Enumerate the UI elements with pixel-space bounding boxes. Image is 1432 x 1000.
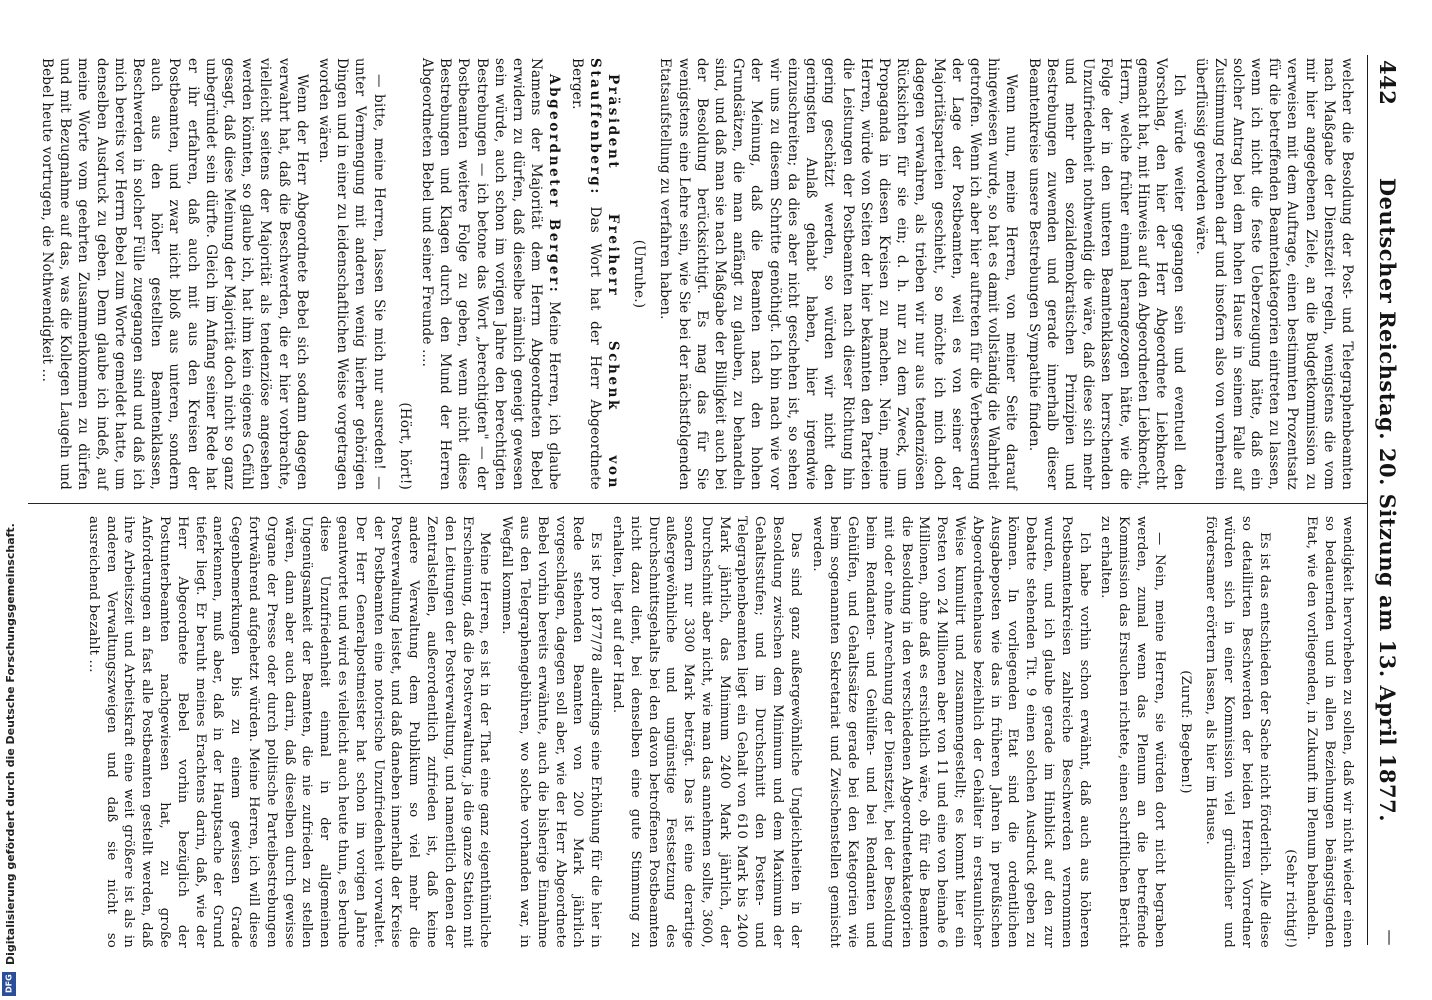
paragraph: Es ist pro 1877/78 allerdings eine Erhöhung für die hier in Rede stehenden Beamten von 200 Mark jährlich vorgeschlagen, dagegen soll aber, wie der Herr Abgeordnete Bebel vorhin bereits erwähnte, auch die bisherige Einnahme aus den Telegraphengebühren, wo solche vorhanden war, in Wegfall kommen.: [499, 516, 604, 948]
speech-text: Das Wort hat der Herr Abgeordnete Berger.: [568, 58, 603, 490]
paragraph: Es ist das entschieden der Sache nicht förderlich. Alle diese so detaillirten Beschwerden der beiden Herren Vorredner würden sich in einer Kommission viel gründlicher und fördersamer erörtern lassen, als hier im Hause.: [1203, 516, 1272, 948]
interjection: (Sehr richtig!): [1282, 849, 1298, 948]
speaker-paragraph: [418, 58, 564, 490]
paragraph: Ich würde weiter gegangen sein und eventuell den Vorschlag, den hier der Herr Abgeordnete Liebknecht gemacht hat, mit Hinweis auf den Abgeordneten Liebknecht, Herrn, welche früher einmal herangezogen hätte, wie die Folge der in den unteren Beamtenklassen herrschenden Unzufriedenheit nothwendig die wäre, daß diese sich mehr und mehr den sozialdemokratischen Prinzipien und Bestrebungen zuwenden und gerade innerhalb dieser Beamtenkreise unsere Bestrebungen Sympathie finden.: [1025, 58, 1188, 490]
paragraph: welcher die Besoldung der Post- und Telegraphenbeamten nach Maßgabe der Dienstzeit regeln, wenigstens die vom mir hier angegebenen Ziele, an die Budgetkommission zu verweisen mit dem Auftrage, einen bestimmten Prozentsatz für die betreffenden Beamtenkategorien eintreten zu lassen, wenn ich nicht die feste Ueberzeugung hätte, daß ein solcher Antrag bei dem hohen Hause in seinem Falle auf Zustimmung rechnen darf und insofern also von vornherein überflüssig geworden wäre.: [1193, 58, 1355, 490]
page-number: 442: [1375, 60, 1400, 106]
paragraph: Meine Herren, es ist in der That eine ganz eigenthümliche Erscheinung, daß die Postverwaltung, ja die ganze Station mit den Leitungen der Postverwaltung, und namentlich denen der Zentralstellen, außerordentlich zufrieden ist, daß keine andere Verwaltung dem Publikum so viel mehr die Postverwaltung leistet, und daß daneben innerhalb der Kreise der Postbeamten eine notorische Unzufriedenheit vorwaltet. Der Herr Generalpostmeister hat schon im vorigen Jahre geantwortet und wird es vielleicht auch heute thun, es beruhe diese Unzufriedenheit einmal in der allgemeinen Ungenügsamkeit der Beamten, die nie zufrieden zu stellen wären, dann aber auch darin, daß dieselben durch gewisse Organe der Presse oder durch politische Parteibestrebungen fortwährend aufgehetzt würden. Meine Herren, ich will diese Gegenbemerkungen bis zu einem gewissen Grade anerkennen, muß aber, daß in der Hauptsache der Grund tiefer liegt. Er beruht meines Erachtens darin, daß, wie der Herr Abgeordnete Bebel vorhin bezüglich der Postunterbeamten nachgewiesen hat, zu große Anforderungen an fast alle Postbeamten gestellt werden, daß ihre Arbeitszeit und Arbeitskraft eine weit größere ist als in anderen Verwaltungszweigen und daß sie nicht so ausreichend bezahlt ...: [85, 516, 493, 948]
corner-mark: —: [1381, 929, 1400, 946]
paragraph: Wenn der Herr Abgeordnete Bebel sich sodann dagegen verwahrt hat, daß die Beschwerden, die er hier vorbrachte, vielleicht seitens der Majorität als tendenziöse angesehen werden könnten, so glaube ich, hat ihm kein eigenes Gefühl gesagt, daß diese Meinung der Majorität doch nicht so ganz unbegründet sein dürfte. Gleich im Anfang seiner Rede hat er ihr erfahren, daß auch mit aus den Kreisen der Postbeamten, und zwar nicht bloß aus unteren, sondern auch aus den höher gestellten Beamtenklassen, Beschwerden in solcher Fülle zugegangen sind und daß ich mich bereits vor Herrn Bebel zum Worte gemeldet hatte, um denselben Ausdruck zu geben. Denn glaube ich indeß, auf meine Worte vom geehrten Zusammenkommen zu dürfen und mit Bezugnahme auf das, was die Kollegen Laugeln und Bebel heute vortrugen, die Nothwendigkeit ...: [38, 58, 310, 490]
paragraph: wendigkeit hervorheben zu sollen, daß wir nicht wieder einen so bedauernden und in allen Beziehungen beängstigenden Etat, wie den vorliegenden, in Zukunft im Plenum behandeln.: [1304, 516, 1355, 948]
interjection: (Unruhe.): [631, 239, 648, 309]
right-column: [80, 516, 1356, 948]
speaker-name: Präsident Freiherr Schenk von Stauffenberg:: [586, 58, 622, 490]
speech-text: Meine Herren, ich glaube Namens der Majorität dem Herrn Abgeordneten Bebel erwidern zu dürfen, daß dieselbe nämlich geneigt gewesen sein würde, auch schon im vorigen Jahre den berechtigten Bestrebungen — ich betone das Wort „berechtigten" — der Postbeamten weitere Folge zu geben, wenn nicht diese Bestrebungen und Klagen durch den Mund der Herren Abgeordneten Bebel und seiner Freunde ....: [419, 58, 563, 490]
paragraph: — bitte, meine Herren, lassen Sie mich nur ausreden! — unter Vermengung mit anderen wenig hierher gehörigen Dingen und in einer zu leidenschaftlichen Weise vorgetragen worden wären.: [316, 58, 387, 490]
paragraph: Ich habe vorhin schon erwähnt, daß auch aus höheren Postbeamtenkreisen zahlreiche Beschwerden vernommen wurden, und ich glaube gerade im Hinblick auf den zur Debatte stehenden Tit. 9 einen solchen Ausdruck geben zu können. In vorliegenden Etat sind die ordentlichen Ausgabeposten wie das in früheren Jahren in preußischen Abgeordnetenhause beziehlich der Gehälter in erstaunlicher Weise kumulirt und zusammengestellt; es kommt hier ein Posten von 24 Millionen aber von 11 und eine von beinahe 6 Millionen, ohne daß es ersichtlich wäre, ob für die Beamten die Besoldung in den verschiedenen Abgeordnetenkategorien mit oder ohne Anrechnung der Dienstzeit, bei der Besoldung beim Rendanten- und Gehülfen- und bei Rendanten und Gehülfen, und Gehaltssätze gerade bei den Kategorien wie beim sogenannten Sekretariat und Zwischenstellen gemischt werden.: [809, 516, 1092, 948]
digitization-credit: Digitalisierung gefördert durch die Deutsche Forschungsgemeinschaft.: [4, 523, 17, 965]
paragraph: — Nein, meine Herren, sie würden dort nicht begraben werden, zumal wenn das Plenum an die betreffende Kommission das Ersuchen richtete, einen schriftlichen Bericht zu erhalten.: [1098, 516, 1167, 948]
left-column: [34, 58, 1356, 490]
page-header: [1370, 50, 1404, 950]
speaker-paragraph: [567, 58, 622, 490]
speaker-name: Abgeordneter Berger:: [546, 74, 563, 295]
column-divider: [28, 503, 1368, 504]
dfg-logo: DFG: [2, 972, 16, 996]
paragraph: Das sind ganz außergewöhnliche Ungleichheiten in der Besoldung zwischen dem Minimum und dem Maximum der Gehaltsstufen; und im Durchschnitt den Posten- und Telegraphenbeamten liegt ein Gehalt von 610 Mark bis 2400 Mark jährlich, das Minimum 2400 Mark jährlich, der Durchschnitt aber nicht, wie man das annehmen sollte, 3600, sondern nur 3300 Mark beträgt. Das ist eine derartige außergewöhnliche und ungünstige Festsetzung des Durchschnittsgehalts bei den davon betroffenen Postbeamten nicht dazu dient, bei denselben eine gute Stimmung zu erhalten, liegt auf der Hand.: [609, 516, 803, 948]
running-title: Deutscher Reichstag. 20. Sitzung am 13. April 1877.: [1375, 177, 1400, 823]
interjection: (Zuruf: Begeben!): [1177, 670, 1193, 794]
header-rule: [1367, 55, 1368, 945]
interjection: (Hört, hört!): [396, 402, 413, 490]
paragraph: Wenn nun, meine Herren, von meiner Seite darauf hingewiesen wurde, so hat es damit vollständig die Wahrheit getroffen. Wenn ich aber hier auftreten für die Verbesserung der Lage der Postbeamten, weil es von seiner der Majoritätsparteien geschieht, so möchte ich mich doch dagegen verwahren, als trieben wir nur aus tendenziösen Rücksichten für sie ein; d. h. nur zu dem Zweck, um Propaganda in diesen Kreisen zu machen. Nein, meine Herren, würde von Seiten der hier bekannten den Parteien die Leistungen der Postbeamten nach dieser Richtung hin gering geschätzt werden, so würden wir nicht den geringsten Anlaß gehabt haben, hier irgendwie einzuschreiten; da dies aber nicht geschehen ist, so sehen wir uns zu diesem Schritte genöthigt. Ich bin nach wie vor der Meinung, daß die Beamten nach den hohen Grundsätzen, die man anfängt zu glauben, zu behandeln sind, und daß man sie nach Maßgabe der Billigkeit auch bei der Besoldung berücksichtigt. Es mag das für Sie wenigstens eine Lehre sein, wie Sie bei der nächstfolgenden Etatsaufstellung zu verfahren haben.: [657, 58, 1020, 490]
